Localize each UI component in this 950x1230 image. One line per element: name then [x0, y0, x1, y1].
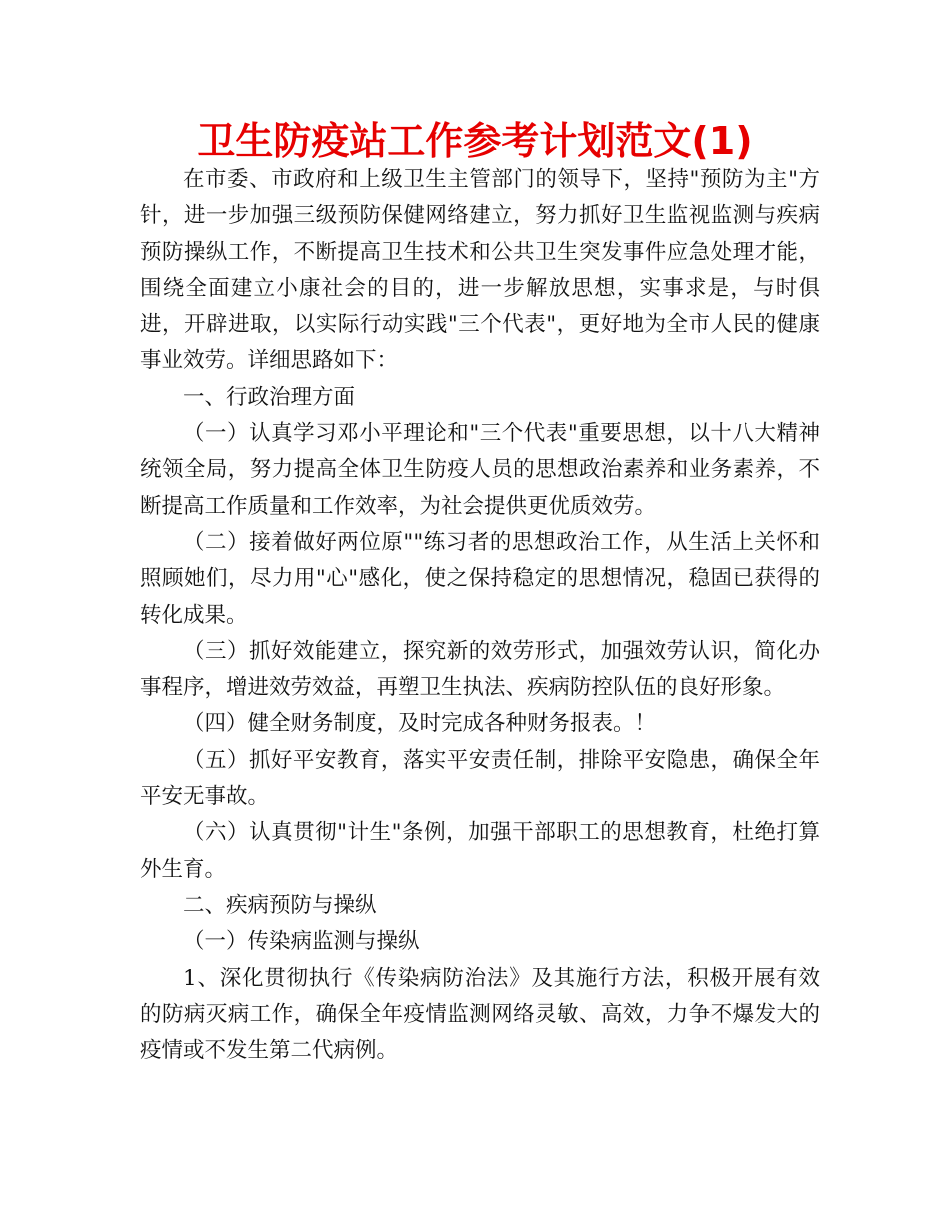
paragraph-admin-4: （四）健全财务制度，及时完成各种财务报表。！: [183, 711, 657, 737]
document-title: 卫生防疫站工作参考计划范文(1): [197, 119, 753, 163]
paragraph-intro: 在市委、市政府和上级卫生主管部门的领导下，坚持"预防为主"方针，进一步加强三级预防保健网络建立，努力抓好卫生监视监测与疾病预防操纵工作，不断提高卫生技术和公共卫生突发事件应急处理才能，围绕全面建立小康社会的目的，进一步解放思想，实事求是，与时俱进，开辟进取，以实际行动实践"三个代表"，更好地为全市人民的健康事业效劳。详细思路如下：: [140, 167, 820, 374]
document-body: [140, 162, 820, 1069]
paragraph-admin-1: （一）认真学习邓小平理论和"三个代表"重要思想，以十八大精神统领全局，努力提高全体卫生防疫人员的思想政治素养和业务素养，不断提高工作质量和工作效率，为社会提供更优质效劳。: [140, 421, 820, 519]
section-heading-admin: 一、行政治理方面: [183, 384, 356, 410]
paragraph-admin-5: （五）抓好平安教育，落实平安责任制，排除平安隐患，确保全年平安无事故。: [140, 747, 820, 810]
paragraph-admin-3: （三）抓好效能建立，探究新的效劳形式，加强效劳认识，简化办事程序，增进效劳效益，再塑卫生执法、疾病防控队伍的良好形象。: [140, 638, 820, 701]
subsection-heading-infectious: （一）传染病监测与操纵: [183, 929, 420, 955]
paragraph-admin-6: （六）认真贯彻"计生"条例，加强干部职工的思想教育，杜绝打算外生育。: [140, 820, 820, 882]
paragraph-admin-2: （二）接着做好两位原""练习者的思想政治工作，从生活上关怀和照顾她们，尽力用"心"感化，使之保持稳定的思想情况，稳固已获得的转化成果。: [140, 529, 820, 628]
paragraph-infectious-1: 1、深化贯彻执行《传染病防治法》及其施行方法，积极开展有效的防病灭病工作，确保全年疫情监测网络灵敏、高效，力争不爆发大的疫情或不发生第二代病例。: [140, 965, 820, 1064]
section-heading-disease: 二、疾病预防与操纵: [183, 892, 377, 918]
